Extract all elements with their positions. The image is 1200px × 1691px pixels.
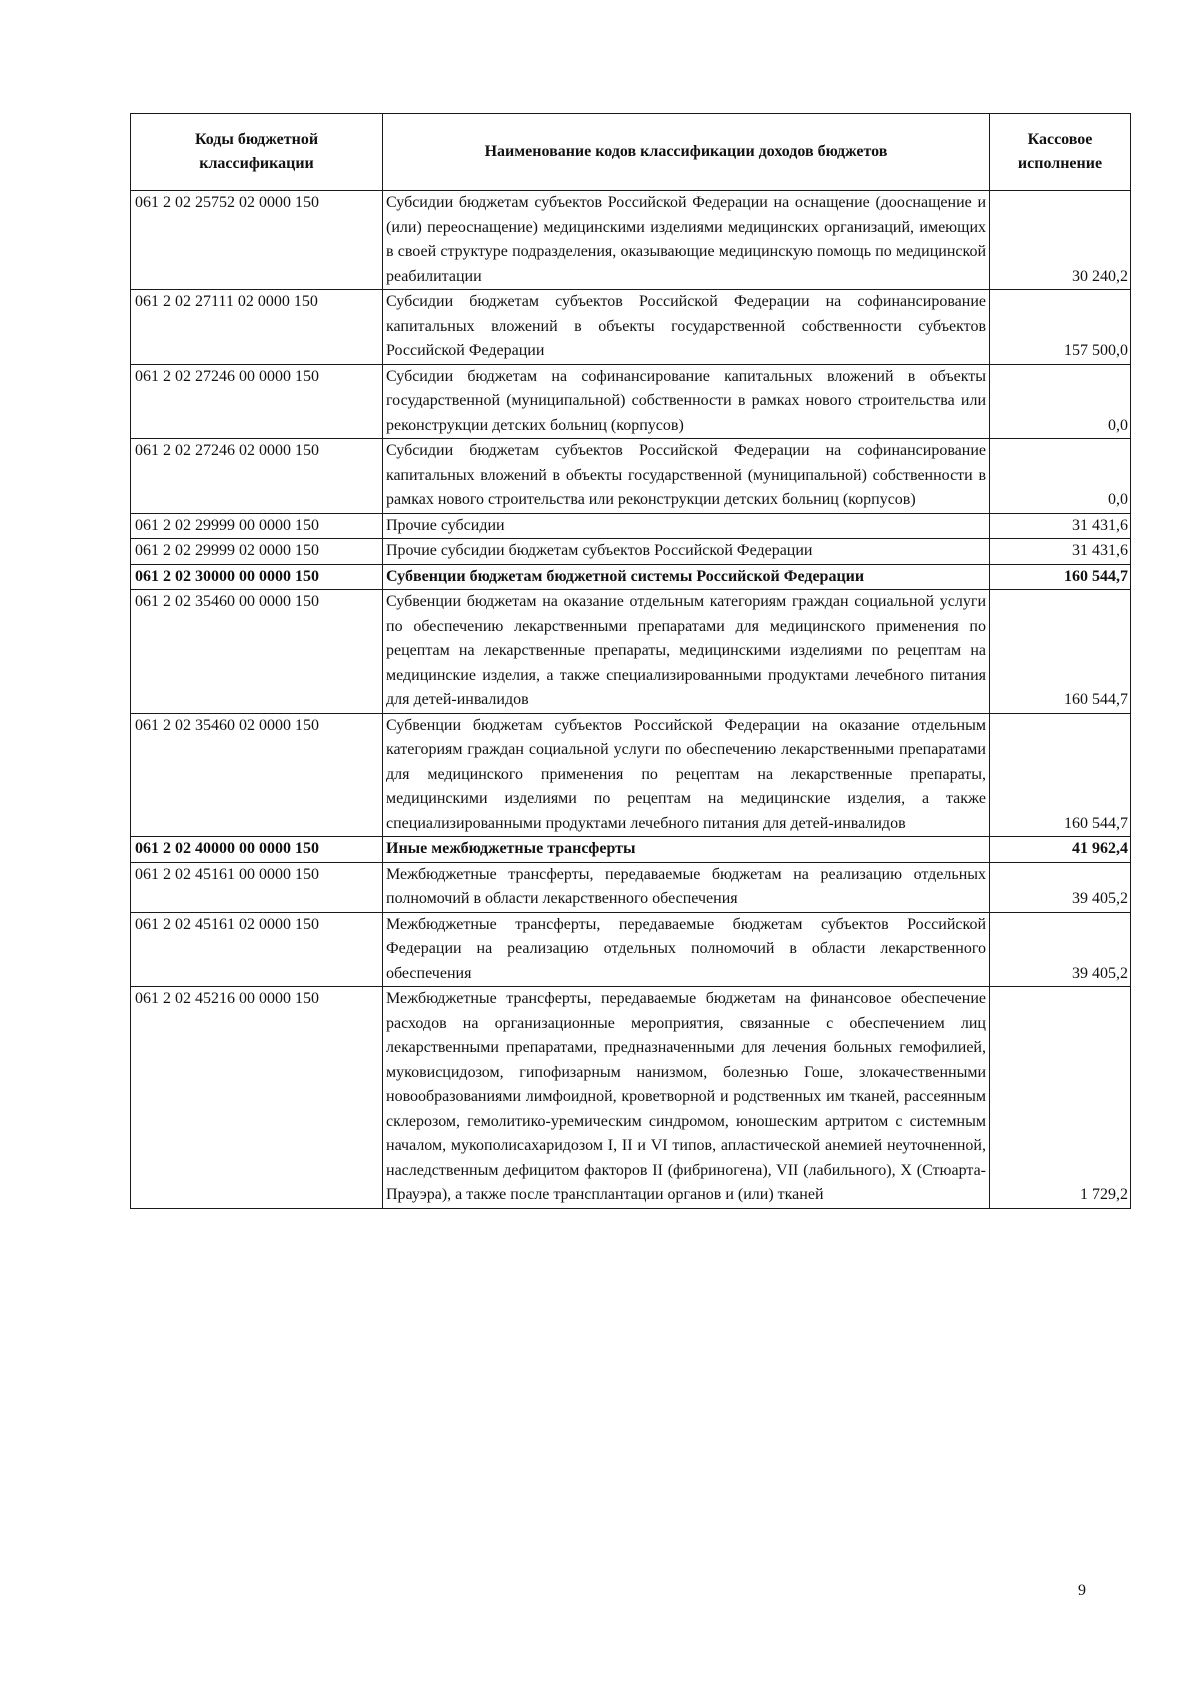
header-name: Наименование кодов классификации доходов бюджетов	[383, 114, 990, 191]
row-code: 061 2 02 45161 02 0000 150	[131, 912, 383, 987]
table-row	[131, 439, 1131, 514]
row-name: Субсидии бюджетам субъектов Российской Федерации на софинансирование капитальных вложений в объекты государственной собственности субъектов Российской Федерации	[383, 290, 990, 365]
table-row	[131, 862, 1131, 912]
budget-revenue-table	[130, 113, 1131, 1209]
row-amount: 160 544,7	[990, 590, 1131, 714]
row-name: Прочие субсидии бюджетам субъектов Российской Федерации	[383, 539, 990, 565]
row-amount: 31 431,6	[990, 513, 1131, 539]
row-code: 061 2 02 35460 00 0000 150	[131, 590, 383, 714]
row-code: 061 2 02 29999 00 0000 150	[131, 513, 383, 539]
table-row	[131, 987, 1131, 1209]
row-code: 061 2 02 45216 00 0000 150	[131, 987, 383, 1209]
table-row-total	[131, 837, 1131, 863]
table-row	[131, 513, 1131, 539]
row-amount: 39 405,2	[990, 912, 1131, 987]
row-name: Субвенции бюджетам субъектов Российской Федерации на оказание отдельным категориям граждан социальной услуги по обеспечению лекарственными препаратами для медицинского применения по рецептам на лекарственные препараты, медицинскими изделиями по рецептам на медицинские изделия, а также специализированными продуктами лечебного питания для детей-инвалидов	[383, 713, 990, 837]
row-code: 061 2 02 40000 00 0000 150	[131, 837, 383, 863]
row-name: Субсидии бюджетам субъектов Российской Федерации на оснащение (дооснащение и (или) переоснащение) медицинскими изделиями медицинских организаций, имеющих в своей структуре подразделения, оказывающие медицинскую помощь по медицинской реабилитации	[383, 191, 990, 290]
row-code: 061 2 02 27246 00 0000 150	[131, 364, 383, 439]
row-amount: 0,0	[990, 364, 1131, 439]
row-name: Межбюджетные трансферты, передаваемые бюджетам на финансовое обеспечение расходов на организационные мероприятия, связанные с обеспечением лиц лекарственными препаратами, предназначенными для лечения больных гемофилией, муковисцидозом, гипофизарным нанизмом, болезнью Гоше, злокачественными новообразованиями лимфоидной, кроветворной и родственных им тканей, рассеянным склерозом, гемолитико-уремическим синдромом, юношеским артритом с системным началом, мукополисахаридозом I, II и VI типов, апластической анемией неуточненной, наследственным дефицитом факторов II (фибриногена), VII (лабильного), X (Стюарта-Прауэра), а также после трансплантации органов и (или) тканей	[383, 987, 990, 1209]
table-row	[131, 713, 1131, 837]
row-amount: 1 729,2	[990, 987, 1131, 1209]
row-amount: 0,0	[990, 439, 1131, 514]
table-row	[131, 539, 1131, 565]
row-amount: 30 240,2	[990, 191, 1131, 290]
table-row-total	[131, 564, 1131, 590]
row-amount: 41 962,4	[990, 837, 1131, 863]
table-row	[131, 191, 1131, 290]
row-name: Субвенции бюджетам на оказание отдельным категориям граждан социальной услуги по обеспечению лекарственными препаратами для медицинского применения по рецептам на лекарственные препараты, медицинскими изделиями по рецептам на медицинские изделия, а также специализированными продуктами лечебного питания для детей-инвалидов	[383, 590, 990, 714]
row-code: 061 2 02 29999 02 0000 150	[131, 539, 383, 565]
row-name: Субсидии бюджетам субъектов Российской Федерации на софинансирование капитальных вложений в объекты государственной (муниципальной) собственности в рамках нового строительства или реконструкции детских больниц (корпусов)	[383, 439, 990, 514]
row-name: Субсидии бюджетам на софинансирование капитальных вложений в объекты государственной (муниципальной) собственности в рамках нового строительства или реконструкции детских больниц (корпусов)	[383, 364, 990, 439]
header-amount: Кассовое исполнение	[990, 114, 1131, 191]
row-code: 061 2 02 27246 02 0000 150	[131, 439, 383, 514]
row-code: 061 2 02 30000 00 0000 150	[131, 564, 383, 590]
row-code: 061 2 02 35460 02 0000 150	[131, 713, 383, 837]
row-name: Межбюджетные трансферты, передаваемые бюджетам на реализацию отдельных полномочий в области лекарственного обеспечения	[383, 862, 990, 912]
row-amount: 31 431,6	[990, 539, 1131, 565]
table-row	[131, 364, 1131, 439]
page-number: 9	[1078, 1582, 1086, 1599]
row-name: Межбюджетные трансферты, передаваемые бюджетам субъектов Российской Федерации на реализацию отдельных полномочий в области лекарственного обеспечения	[383, 912, 990, 987]
row-amount: 157 500,0	[990, 290, 1131, 365]
row-amount: 160 544,7	[990, 713, 1131, 837]
table-row	[131, 912, 1131, 987]
row-name: Иные межбюджетные трансферты	[383, 837, 990, 863]
row-name: Субвенции бюджетам бюджетной системы Российской Федерации	[383, 564, 990, 590]
row-amount: 39 405,2	[990, 862, 1131, 912]
table-row	[131, 290, 1131, 365]
row-name: Прочие субсидии	[383, 513, 990, 539]
row-amount: 160 544,7	[990, 564, 1131, 590]
row-code: 061 2 02 25752 02 0000 150	[131, 191, 383, 290]
header-code: Коды бюджетной классификации	[131, 114, 383, 191]
table-header-row	[131, 114, 1131, 191]
row-code: 061 2 02 45161 00 0000 150	[131, 862, 383, 912]
table-row	[131, 590, 1131, 714]
row-code: 061 2 02 27111 02 0000 150	[131, 290, 383, 365]
